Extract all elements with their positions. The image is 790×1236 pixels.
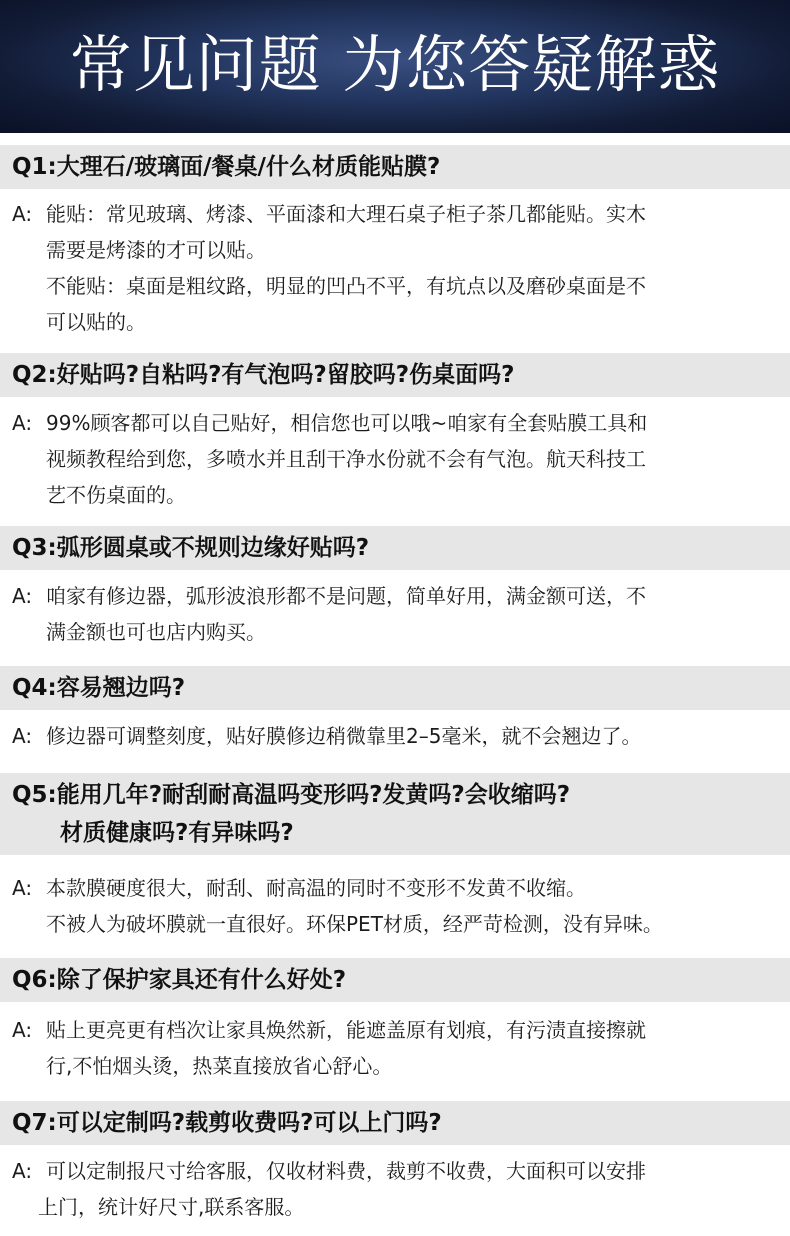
- answer-prefix: A:: [12, 724, 33, 748]
- answer-line: 99%顾客都可以自己贴好，相信您也可以哦~咱家有全套贴膜工具和: [46, 411, 648, 435]
- faq-question-bar-3: [0, 526, 790, 570]
- faq-answer-3: [12, 578, 782, 654]
- faq-question-3: Q3:弧形圆桌或不规则边缘好贴吗?: [12, 535, 370, 561]
- answer-line: 上门，统计好尺寸,联系客服。: [38, 1195, 305, 1219]
- answer-prefix: A:: [12, 584, 33, 608]
- answer-prefix: A:: [12, 876, 33, 900]
- faq-question-5: Q5:能用几年?耐刮耐高温吗变形吗?发黄吗?会收缩吗?: [12, 782, 571, 808]
- answer-prefix: A:: [12, 202, 33, 226]
- answer-line: 行,不怕烟头烫，热菜直接放省心舒心。: [46, 1054, 393, 1078]
- answer-line: 不能贴：桌面是粗纹路，明显的凹凸不平，有坑点以及磨砂桌面是不: [46, 274, 646, 298]
- faq-question-2: Q2:好贴吗?自粘吗?有气泡吗?留胶吗?伤桌面吗?: [12, 362, 515, 388]
- answer-line: 视频教程给到您，多喷水并且刮干净水份就不会有气泡。航天科技工: [46, 447, 646, 471]
- faq-answer-2: [12, 405, 782, 517]
- answer-line: 贴上更亮更有档次让家具焕然新，能遮盖原有划痕，有污渍直接擦就: [46, 1018, 646, 1042]
- answer-line: 咱家有修边器，弧形波浪形都不是问题，简单好用，满金额可送，不: [46, 584, 646, 608]
- faq-question-bar-4: [0, 666, 790, 710]
- faq-question-1: Q1:大理石/玻璃面/餐桌/什么材质能贴膜?: [12, 154, 441, 180]
- page-title: 常见问题 为您答疑解惑: [69, 28, 721, 101]
- faq-question-6: Q6:除了保护家具还有什么好处?: [12, 967, 347, 993]
- answer-line: 修边器可调整刻度，贴好膜修边稍微靠里2–5毫米，就不会翘边了。: [46, 724, 642, 748]
- faq-answer-1: [12, 196, 782, 346]
- header-banner: [0, 0, 790, 133]
- faq-answer-5: [12, 870, 782, 946]
- faq-question-bar-6: [0, 958, 790, 1002]
- faq-question-bar-1: [0, 145, 790, 189]
- answer-line: 可以贴的。: [46, 310, 146, 334]
- faq-question-bar-5: [0, 773, 790, 855]
- answer-line: 不被人为破坏膜就一直很好。环保PET材质，经严苛检测，没有异味。: [46, 912, 663, 936]
- answer-prefix: A:: [12, 1159, 33, 1183]
- faq-answer-4: [12, 718, 782, 758]
- answer-line: 需要是烤漆的才可以贴。: [46, 238, 266, 262]
- answer-line: 可以定制报尺寸给客服，仅收材料费，裁剪不收费，大面积可以安排: [46, 1159, 646, 1183]
- faq-question-bar-7: [0, 1101, 790, 1145]
- answer-line: 本款膜硬度很大，耐刮、耐高温的同时不变形不发黄不收缩。: [46, 876, 586, 900]
- answer-line: 艺不伤桌面的。: [46, 483, 186, 507]
- answer-prefix: A:: [12, 1018, 33, 1042]
- faq-question-bar-2: [0, 353, 790, 397]
- faq-answer-7: [12, 1153, 782, 1229]
- answer-line: 满金额也可也店内购买。: [46, 620, 266, 644]
- faq-question-7: Q7:可以定制吗?载剪收费吗?可以上门吗?: [12, 1110, 442, 1136]
- answer-prefix: A:: [12, 411, 33, 435]
- answer-line: 能贴：常见玻璃、烤漆、平面漆和大理石桌子柜子茶几都能贴。实木: [46, 202, 646, 226]
- faq-question-4: Q4:容易翘边吗?: [12, 675, 186, 701]
- faq-question-5-continued: 材质健康吗?有异味吗?: [60, 820, 294, 846]
- faq-answer-6: [12, 1012, 782, 1088]
